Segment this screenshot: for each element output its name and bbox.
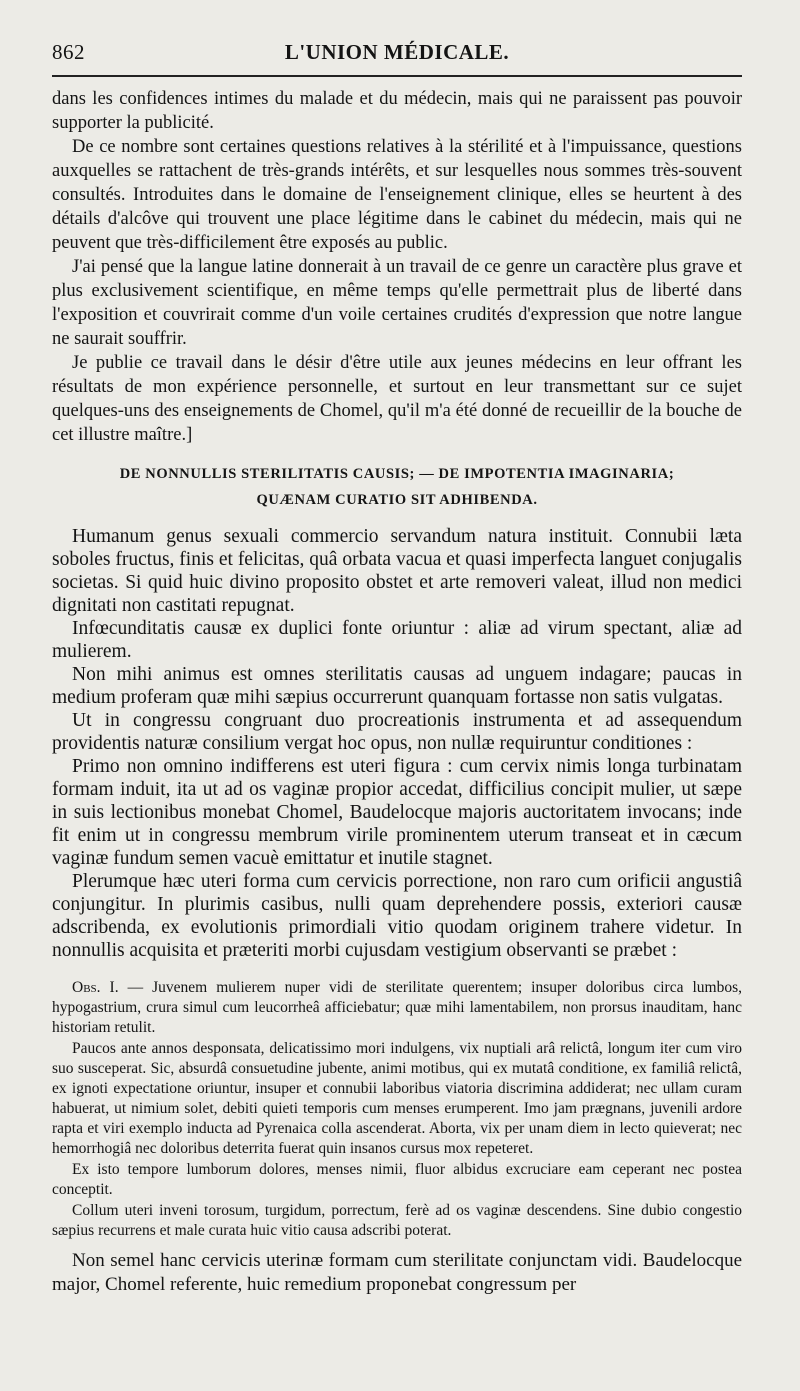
- page-number: 862: [52, 40, 85, 64]
- intro-paragraph: J'ai pensé que la langue latine donnerait à un travail de ce genre un caractère plus grave et plus exclusivement scientifique, en même temps qu'elle permettrait plus de liberté dans l'exposition et couvrirait comme d'un voile certaines crudités d'expression que notre langue ne saurait souffrir.: [52, 257, 742, 349]
- section-title-line-2: QUÆNAM CURATIO SIT ADHIBENDA.: [256, 492, 538, 508]
- observation-paragraph: Collum uteri inveni torosum, turgidum, porrectum, ferè ad os vaginæ descendens. Sine dubio congestio sæpius recurrens et male curata huic vitio causa adscribi poterat.: [52, 1202, 742, 1239]
- final-paragraph: Non semel hanc cervicis uterinæ formam cum sterilitate conjunctam vidi. Baudelocque major, Chomel referente, huic remedium proponebat congressum per: [52, 1250, 742, 1295]
- final-text: [52, 1249, 742, 1297]
- observation-block: [52, 978, 742, 1241]
- observation-paragraph: Ex isto tempore lumborum dolores, menses nimii, fluor albidus excruciare eam ceperant nec postea conceptit.: [52, 1161, 742, 1198]
- observation-paragraph: Paucos ante annos desponsata, delicatissimo mori indulgens, vix nuptiali arâ relictâ, longum iter cum viro suo susceperat. Sic, absurdâ consuetudine jubente, animi motibus, qui ex mutatâ conditione, ex familiâ relictâ, ex ignoti expectatione oriuntur, insuper et connubii laboribus viatoria discrimina addiderat; nec ullam curam habuerat, ut nimium solet, debiti quieti temporis cum menses erumperent. Imo jam prægnans, juvenili ardore rapta et viri exemplo inducta ad Pyrenaica colla ascenderat. Aborta, vix per unam diem in lecto quieverat; nec hemorrhogiâ nec doloribus deterrita fuerat quin insanos cursus mox repeteret.: [52, 1040, 742, 1157]
- observation-intro: [52, 978, 742, 1038]
- latin-paragraph: Humanum genus sexuali commercio servandum natura instituit. Connubii læta soboles fructus, finis et felicitas, quâ orbata vacua et quasi imperfecta languet conjugalis societas. Si quid huic divino proposito obstet et arte removeri valeat, illud non medici dignitati non castitati repugnat.: [52, 526, 742, 616]
- intro-paragraph: dans les confidences intimes du malade et du médecin, mais qui ne paraissent pas pouvoir supporter la publicité.: [52, 89, 742, 133]
- latin-paragraph: Primo non omnino indifferens est uteri figura : cum cervix nimis longa turbinatam formam induit, ita ut ad os vaginæ propior accedat, difficilius concipit mulier, ut sæpe in suis lectionibus monebat Chomel, Baudelocque majoris auctoritatem invocans; inde fit enim ut in congressu membrum virile prominentem uterum transeat et in cæcum vaginæ fundum semen vacuè emittatur et inutile stagnet.: [52, 756, 742, 869]
- latin-paragraph: Infœcunditatis causæ ex duplici fonte oriuntur : aliæ ad virum spectant, aliæ ad mulierem.: [52, 618, 742, 662]
- latin-paragraph: Plerumque hæc uteri forma cum cervicis porrectione, non raro cum orificii angustiâ conjungitur. In plurimis casibus, nulli quam deprehendere possis, exteriori causæ adscribenda, ex evolutionis primordiali vitio quodam originem trahere videtur. In nonnullis acquisita et præteriti morbi cujusdam vestigium observanti se præbet :: [52, 871, 742, 961]
- section-title: [52, 461, 742, 513]
- section-title-line-1: DE NONNULLIS STERILITATIS CAUSIS; — DE IMPOTENTIA IMAGINARIA;: [119, 466, 675, 482]
- latin-paragraph: Ut in congressu congruant duo procreationis instrumenta et ad assequendum providentis naturæ consilium vergat hoc opus, non nullæ requiruntur conditiones :: [52, 710, 742, 754]
- intro-paragraph: Je publie ce travail dans le désir d'être utile aux jeunes médecins en leur offrant les résultats de mon expérience personnelle, et surtout en leur transmettant sur ce sujet quelques-uns des enseignements de Chomel, qu'il m'a été donné de recueillir de la bouche de cet illustre maître.]: [52, 353, 742, 445]
- latin-text: [52, 525, 742, 962]
- page-header: [52, 40, 742, 77]
- latin-paragraph: Non mihi animus est omnes sterilitatis causas ad unguem indagare; paucas in medium proferam quæ mihi sæpius occurrerunt quanquam fortasse non satis vulgatas.: [52, 664, 742, 708]
- running-title: L'UNION MÉDICALE.: [284, 40, 510, 64]
- observation-first-text: — Juvenem mulierem nuper vidi de sterilitate querentem; insuper doloribus circa lumbos, hypogastrium, crura simul cum leucorrheâ afficiebatur; quæ mihi lamentabilem, non prorsus inauditam, hanc historiam retulit.: [52, 979, 742, 1036]
- intro-paragraph: De ce nombre sont certaines questions relatives à la stérilité et à l'impuissance, questions auxquelles se rattachent de très-grands intérêts, et sur lesquelles nous sommes très-souvent consultés. Introduites dans le domaine de l'enseignement clinique, elles se heurtent à des détails d'alcôve qui trouvent une place légitime dans le cabinet du médecin, mais qui ne peuvent que très-difficilement être exposés au public.: [52, 137, 742, 253]
- observation-label: Obs. I.: [72, 979, 119, 996]
- intro-text: [52, 87, 742, 447]
